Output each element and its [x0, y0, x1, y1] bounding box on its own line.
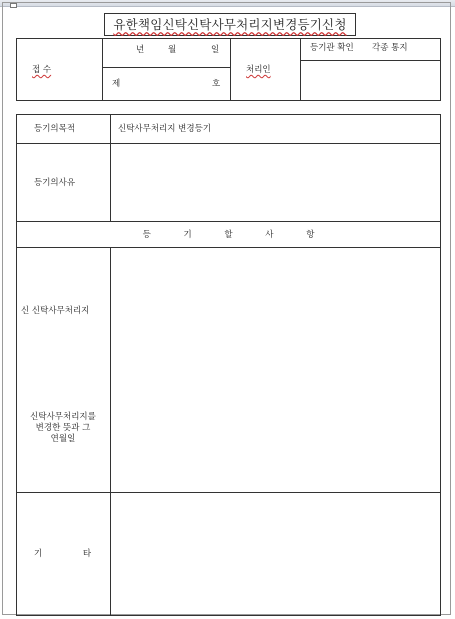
row-divider-4	[16, 492, 441, 493]
section-header: 등 기 할 사 항	[142, 230, 315, 240]
row-divider-3	[16, 247, 441, 248]
document-title	[104, 13, 356, 36]
change-reason-label	[16, 412, 110, 445]
receipt-year: 년	[136, 45, 145, 55]
reason-label: 등기의사유	[34, 178, 76, 188]
receipt-day: 일	[211, 45, 220, 55]
change-reason-line-1: 신탁사무처리지를	[30, 412, 96, 422]
receipt-divider-1	[102, 38, 103, 101]
label-column-divider-top	[110, 114, 111, 221]
receipt-no-suffix: 호	[212, 79, 221, 89]
new-location-label: 신 신탁사무처리지	[21, 306, 90, 316]
change-reason-line-3: 연월일	[50, 434, 76, 444]
title-text: 유한책임신탁신탁사무처리지변경등기신청	[113, 17, 347, 32]
receipt-divider-date	[102, 67, 230, 68]
receipt-divider-check	[300, 60, 441, 61]
officer-check-label: 등기관 확인	[310, 43, 354, 53]
purpose-value: 신탁사무처리지 변경등기	[118, 124, 212, 134]
receipt-no-prefix: 제	[112, 79, 121, 89]
row-divider-1	[16, 143, 441, 144]
main-table	[16, 114, 441, 616]
receipt-divider-2	[230, 38, 231, 101]
change-reason-line-2: 변경한 뜻과 그	[35, 423, 91, 433]
row-divider-2	[16, 221, 441, 222]
notice-label: 각종 통지	[372, 43, 408, 53]
other-label: 기 타	[34, 549, 92, 559]
processor-label: 처리인	[246, 65, 271, 75]
receipt-divider-3	[300, 38, 301, 101]
label-column-divider-bottom	[110, 247, 111, 616]
receipt-month: 월	[168, 45, 177, 55]
purpose-label: 등기의목적	[34, 124, 76, 134]
receipt-label: 접 수	[32, 65, 52, 75]
